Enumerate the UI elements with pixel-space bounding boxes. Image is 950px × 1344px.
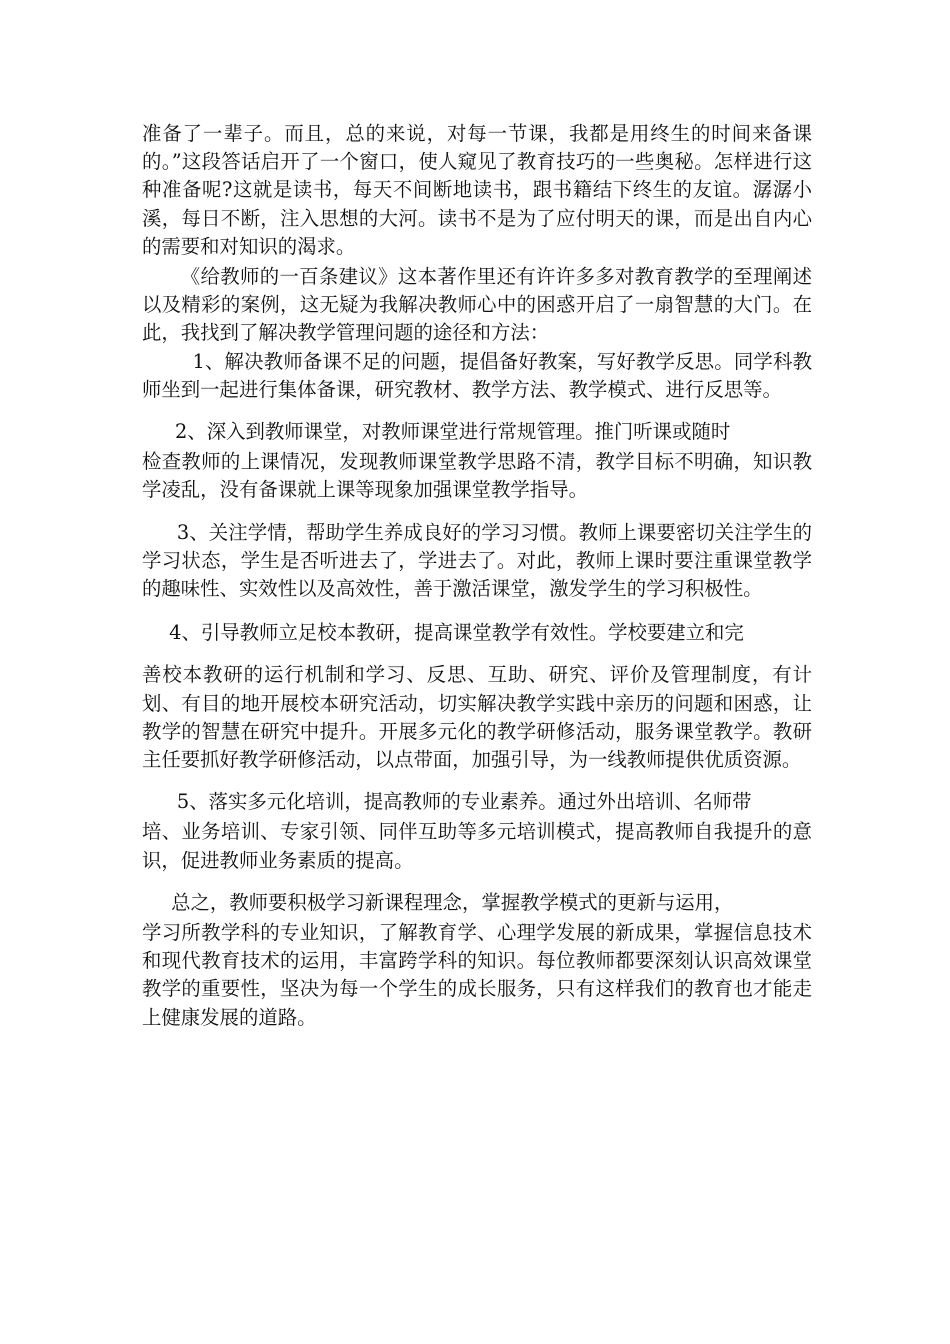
paragraph-point-1: 1、解决教师备课不足的问题，提倡备好教案，写好教学反思。同学科教师坐到一起进行集体备课，研究教材、教学方法、教学模式、进行反思等。: [142, 349, 812, 401]
paragraph-conclusion-body: 学习所教学科的专业知识，了解教育学、心理学发展的新成果，掌握信息技术和现代教育技术的运用，丰富跨学科的知识。每位教师都要深刻认识高效课堂教学的重要性，坚决为每一个学生的成长服务，只有这样我们的教育也才能走上健康发展的道路。: [142, 921, 812, 1029]
paragraph-conclusion-lead: 总之，教师要积极学习新课程理念，掌握教学模式的更新与运用，: [171, 890, 734, 914]
document-body: [142, 120, 812, 1032]
paragraph-point-3: 3、关注学情，帮助学生养成良好的学习习惯。教师上课要密切关注学生的学习状态，学生是否听进去了，学进去了。对此，教师上课时要注重课堂教学的趣味性、实效性以及高效性，善于激活课堂，激发学生的学习积极性。: [142, 520, 812, 601]
paragraph-point-2-lead: 2、深入到教师课堂，对教师课堂进行常规管理。推门听课或随时: [174, 420, 731, 444]
paragraph-book-reflection: 《给教师的一百条建议》这本著作里还有许许多多对教育教学的至理阐述以及精彩的案例，这无疑为我解决教师心中的困惑开启了一扇智慧的大门。在此，我找到了解决教学管理问题的途径和方法：: [142, 265, 812, 345]
paragraph-point-5-body: 培、业务培训、专家引领、同伴互助等多元培训模式，提高教师自我提升的意识，促进教师业务素质的提高。: [142, 820, 812, 872]
paragraph-point-4-lead: 4、引导教师立足校本教研，提高课堂教学有效性。学校要建立和完: [169, 621, 744, 645]
paragraph-point-4-body: 善校本教研的运行机制和学习、反思、互助、研究、评价及管理制度，有计划、有目的地开展校本研究活动，切实解决教学实践中亲历的问题和困惑，让教学的智慧在研究中提升。开展多元化的教学研修活动，服务课堂教学。教研主任要抓好教学研修活动，以点带面，加强引导，为一线教师提供优质资源。: [142, 663, 812, 772]
paragraph-point-5-lead: 5、落实多元化培训，提高教师的专业素养。通过外出培训、名师带: [176, 790, 752, 814]
paragraph-point-2-body: 检查教师的上课情况，发现教师课堂教学思路不清，教学目标不明确，知识教学凌乱，没有备课就上课等现象加强课堂教学指导。: [142, 450, 812, 502]
paragraph-intro: 准备了一辈子。而且，总的来说，对每一节课，我都是用终生的时间来备课的。”这段答话启开了一个窗口，使人窥见了教育技巧的一些奥秘。怎样进行这种准备呢?这就是读书，每天不间断地读书，跟书籍结下终生的友谊。潺潺小溪，每日不断，注入思想的大河。读书不是为了应付明天的课，而是出自内心的需要和对知识的渴求。: [142, 122, 812, 258]
